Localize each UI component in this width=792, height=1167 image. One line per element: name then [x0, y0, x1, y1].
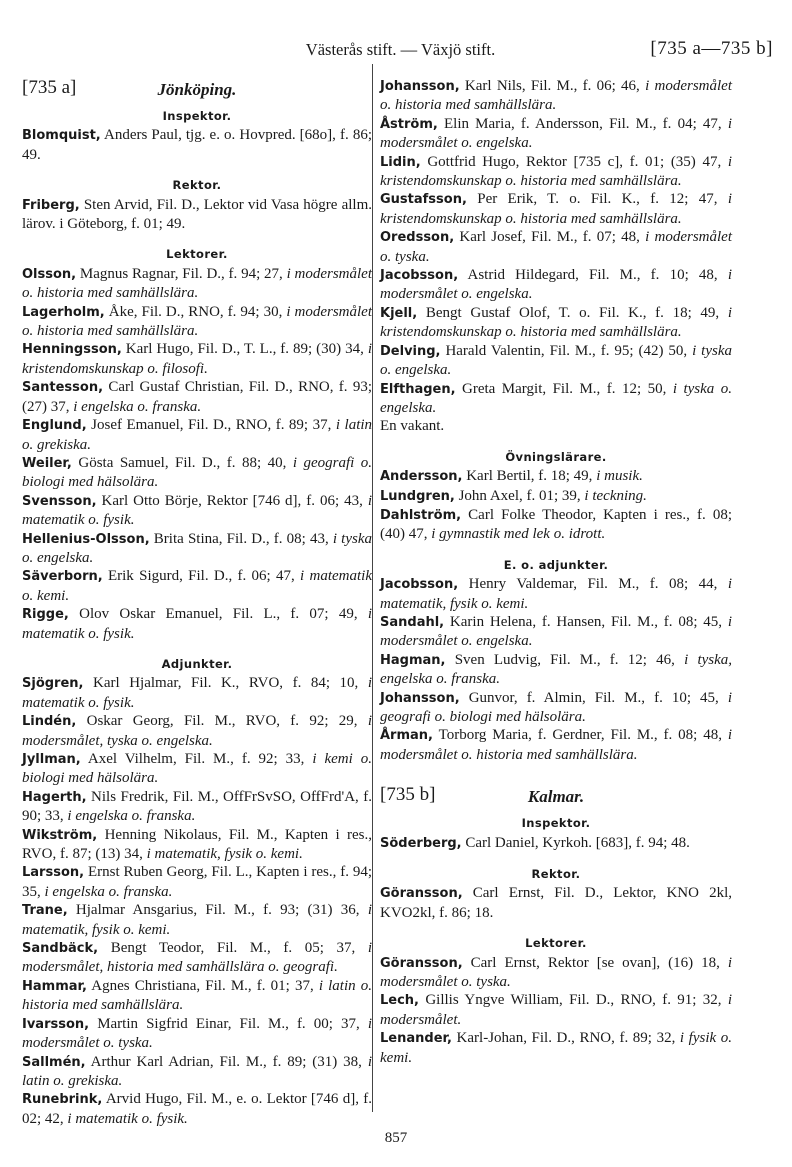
- staff-name: Andersson,: [380, 469, 463, 485]
- staff-name: Friberg,: [22, 197, 80, 213]
- staff-entry: [380, 991, 732, 1029]
- staff-name: Söderberg,: [380, 835, 462, 851]
- staff-details: Per Erik, T. o. Fil. K., f. 12; 47,: [477, 191, 718, 208]
- staff-details: Karl-Johan, Fil. D., RNO, f. 89; 32,: [456, 1030, 676, 1047]
- staff-details: Carl Gustaf Christian, Fil. D., RNO, f. 93; (27) 37,: [22, 379, 373, 415]
- section-heading-kalmar: [380, 786, 732, 812]
- section-title: Kalmar.: [527, 787, 585, 807]
- staff-name: Englund,: [22, 418, 87, 434]
- staff-details: Henry Valdemar, Fil. M., f. 08; 44,: [468, 576, 718, 593]
- staff-entry: [22, 605, 372, 643]
- staff-entry: [22, 126, 372, 164]
- section-title: Jönköping.: [157, 80, 237, 99]
- rank-heading: Inspektor.: [521, 816, 591, 831]
- staff-details: Åke, Fil. D., RNO, f. 94; 30,: [108, 303, 283, 320]
- section-heading-jonkoping: [22, 79, 372, 105]
- staff-entry: [22, 977, 372, 1015]
- staff-details: Karl Bertil, f. 18; 49,: [466, 468, 593, 485]
- staff-subjects: i matematik o. kemi.: [22, 568, 372, 604]
- staff-details: Harald Valentin, Fil. M., f. 95; (42) 50,: [445, 342, 688, 359]
- staff-entry: [22, 454, 372, 492]
- staff-entry: [22, 416, 372, 454]
- rank-heading: Adjunkter.: [161, 656, 233, 671]
- staff-details: Magnus Ragnar, Fil. D., f. 94; 27,: [79, 265, 283, 282]
- staff-subjects: i modersmålet o. engelska.: [380, 267, 732, 303]
- staff-details: Karl Nils, Fil. M., f. 06; 46,: [464, 78, 640, 94]
- staff-name: Sjögren,: [22, 676, 84, 692]
- staff-name: Jacobsson,: [380, 268, 459, 284]
- staff-name: Lenander,: [380, 1031, 452, 1047]
- staff-name: Kjell,: [380, 305, 418, 321]
- staff-subjects: i modersmålet o. historia med samhällslära.: [22, 303, 373, 340]
- staff-name: Hammar,: [22, 978, 87, 994]
- staff-subjects: i geografi o. biologi med hälsolära.: [380, 689, 732, 725]
- staff-subjects: i modersmålet o. historia med samhällslära.: [380, 78, 732, 114]
- staff-entry: [22, 378, 372, 416]
- left-groups: [22, 107, 372, 1128]
- staff-name: Trane,: [22, 903, 68, 919]
- staff-name: Gustafsson,: [380, 192, 467, 208]
- staff-subjects: i kristendomskunskap o. filosofi.: [22, 341, 372, 377]
- column-divider: [372, 64, 373, 1112]
- staff-entry: [380, 342, 732, 380]
- staff-subjects: i engelska o. franska.: [73, 398, 202, 415]
- staff-entry: [22, 1090, 372, 1128]
- staff-details: Karl Hjalmar, Fil. K., RVO, f. 84; 10,: [93, 675, 359, 692]
- staff-subjects: i tyska o. engelska.: [22, 530, 372, 566]
- staff-subjects: i gymnastik med lek o. idrott.: [431, 526, 606, 543]
- rank-heading: Inspektor.: [162, 109, 232, 123]
- staff-details: Anders Paul, tjg. e. o. Hovpred. [68o], f. 86; 49.: [22, 127, 372, 163]
- staff-name: Svensson,: [22, 493, 97, 509]
- staff-name: Oredsson,: [380, 230, 455, 246]
- staff-entry: [380, 1029, 732, 1067]
- staff-subjects: i matematik, fysik o. kemi.: [146, 846, 303, 863]
- rank-heading: E. o. adjunkter.: [503, 557, 609, 572]
- rank-heading: Rektor.: [172, 178, 222, 193]
- staff-details: Carl Folke Theodor, Kapten i res., f. 08; (40) 47,: [380, 506, 732, 543]
- rank-heading: Rektor.: [531, 867, 581, 882]
- staff-entry: [380, 884, 732, 922]
- staff-details: Hjalmar Ansgarius, Fil. M., f. 93; (31) 36,: [75, 902, 360, 919]
- staff-details: Bengt Teodor, Fil. M., f. 05; 37,: [110, 940, 356, 957]
- staff-entry: [380, 380, 732, 418]
- staff-name: Göransson,: [380, 955, 463, 971]
- staff-name: Lech,: [380, 993, 419, 1009]
- section-ref: [735 a]: [22, 77, 77, 98]
- staff-entry: [22, 788, 372, 826]
- staff-entry: [22, 750, 372, 788]
- staff-name: Elfthagen,: [380, 381, 456, 397]
- staff-subjects: i modersmålet o. engelska.: [380, 115, 733, 152]
- staff-name: Årman,: [380, 728, 433, 744]
- staff-details: Astrid Hildegard, Fil. M., f. 10; 48,: [467, 267, 718, 284]
- right-column: [380, 77, 732, 1067]
- staff-entry: [380, 834, 732, 853]
- staff-name: Sandbäck,: [22, 941, 99, 957]
- staff-entry: [380, 115, 732, 153]
- staff-details: Arthur Karl Adrian, Fil. M., f. 89; (31) 38,: [90, 1053, 362, 1070]
- staff-name: Henningsson,: [22, 342, 122, 358]
- staff-details: Martin Sigfrid Einar, Fil. M., f. 00; 37,: [97, 1015, 360, 1032]
- staff-name: Säverborn,: [22, 569, 103, 585]
- staff-name: Lundgren,: [380, 488, 455, 504]
- staff-name: Dahlström,: [380, 507, 462, 523]
- staff-entry: [22, 567, 372, 605]
- staff-name: Göransson,: [380, 886, 463, 902]
- staff-details: Henning Nikolaus, Fil. M., Kapten i res., RVO, f. 87; (13) 34,: [22, 826, 373, 863]
- staff-subjects: i matematik, fysik o. kemi.: [22, 902, 372, 938]
- staff-details: Erik Sigurd, Fil. D., f. 06; 47,: [107, 568, 295, 585]
- staff-name: Jacobsson,: [380, 577, 459, 593]
- staff-details: Nils Fredrik, Fil. M., OffFrSvSO, OffFrd'A, f. 90; 33,: [22, 788, 372, 825]
- staff-entry: [22, 826, 372, 864]
- staff-subjects: i matematik o. fysik.: [22, 606, 373, 642]
- staff-subjects: i modersmålet o. historia med samhällslära.: [380, 727, 732, 763]
- staff-details: Arvid Hugo, Fil. M., e. o. Lektor [746 d], f. 02; 42,: [22, 1091, 372, 1127]
- staff-entry: [380, 726, 732, 764]
- staff-entry: [380, 689, 732, 727]
- staff-entry: [22, 340, 372, 378]
- staff-subjects: i latin o. historia med samhällslära.: [22, 977, 372, 1014]
- staff-subjects: i musik.: [596, 468, 643, 485]
- staff-subjects: i modersmålet o. engelska.: [380, 613, 732, 650]
- right-groups-a: [380, 448, 732, 765]
- staff-details: Sten Arvid, Fil. D., Lektor vid Vasa högre allm. lärov. i Göteborg, f. 01; 49.: [22, 196, 372, 233]
- staff-details: Olov Oskar Emanuel, Fil. L., f. 07; 49,: [79, 606, 358, 623]
- staff-entry: [22, 303, 372, 341]
- rank-heading: Övningslärare.: [505, 449, 607, 464]
- staff-subjects: i modersmålet o. tyska.: [22, 1015, 373, 1052]
- staff-subjects: i fysik o. kemi.: [380, 1030, 733, 1066]
- rank-heading: Lektorer.: [166, 247, 228, 262]
- staff-details: Agnes Christiana, Fil. M., f. 01; 37,: [91, 977, 314, 994]
- staff-entry: [22, 939, 372, 977]
- staff-name: Runebrink,: [22, 1092, 103, 1108]
- staff-subjects: i modersmålet.: [380, 992, 733, 1028]
- staff-name: Weiler,: [22, 455, 72, 471]
- staff-entry: [22, 530, 372, 568]
- staff-entry: [22, 901, 372, 939]
- staff-subjects: i modersmålet, tyska o. engelska.: [22, 713, 373, 749]
- staff-entry: [380, 266, 732, 304]
- staff-details: Greta Margit, Fil. M., f. 12; 50,: [462, 380, 667, 397]
- staff-subjects: i tyska o. engelska.: [380, 380, 732, 416]
- staff-subjects: i matematik o. fysik.: [22, 675, 373, 711]
- staff-entry: [380, 467, 732, 486]
- staff-name: Lindén,: [22, 714, 77, 730]
- staff-subjects: i latin o. grekiska.: [22, 1053, 372, 1089]
- staff-subjects: i teckning.: [584, 487, 647, 504]
- staff-name: Larsson,: [22, 865, 85, 881]
- running-title: Västerås stift. — Växjö stift.: [305, 40, 496, 59]
- page-range-ref: [735 a—735 b]: [650, 38, 773, 59]
- left-column: [22, 77, 372, 1128]
- staff-name: Blomquist,: [22, 128, 101, 144]
- staff-details: Karl Josef, Fil. M., f. 07; 48,: [459, 229, 640, 246]
- staff-entry: [380, 153, 732, 191]
- rank-heading: Lektorer.: [525, 936, 587, 951]
- staff-entry: [380, 954, 732, 992]
- staff-name: Delving,: [380, 343, 441, 359]
- staff-subjects: i matematik o. fysik.: [67, 1110, 188, 1127]
- staff-entry: [380, 506, 732, 544]
- staff-entry: [380, 190, 732, 228]
- staff-name: Sallmén,: [22, 1054, 86, 1070]
- staff-name: Hagerth,: [22, 789, 87, 805]
- continued-entries: [380, 77, 732, 417]
- staff-subjects: i geografi o. biologi med hälsolära.: [22, 454, 373, 491]
- staff-entry: [380, 77, 732, 115]
- right-groups-b: [380, 814, 732, 1067]
- staff-entry: [380, 228, 732, 266]
- staff-subjects: i tyska, engelska o. franska.: [380, 651, 733, 688]
- staff-details: Torborg Maria, f. Gerdner, Fil. M., f. 08; 48,: [438, 727, 722, 744]
- staff-name: Wikström,: [22, 827, 98, 843]
- page-number: 857: [384, 1130, 408, 1146]
- staff-name: Hagman,: [380, 652, 446, 668]
- staff-details: Elin Maria, f. Andersson, Fil. M., f. 04; 47,: [444, 115, 722, 132]
- staff-details: Ernst Ruben Georg, Fil. L., Kapten i res., f. 94; 35,: [22, 864, 373, 900]
- staff-name: Sandahl,: [380, 614, 445, 630]
- staff-name: Johansson,: [380, 690, 460, 706]
- staff-name: Åström,: [380, 116, 438, 132]
- staff-details: Carl Daniel, Kyrkoh. [683], f. 94; 48.: [465, 834, 690, 851]
- staff-subjects: i modersmålet o. historia med samhällslära.: [22, 265, 372, 302]
- staff-name: Santesson,: [22, 380, 104, 396]
- staff-entry: [22, 265, 372, 303]
- staff-entry: [22, 712, 372, 750]
- staff-subjects: i modersmålet o. tyska.: [380, 229, 732, 265]
- staff-details: Gillis Yngve William, Fil. D., RNO, f. 91; 32,: [425, 992, 722, 1009]
- section-ref: [735 b]: [380, 784, 436, 806]
- staff-details: Bengt Gustaf Olof, T. o. Fil. K., f. 18; 49,: [425, 304, 720, 321]
- staff-subjects: i kemi o. biologi med hälsolära.: [22, 751, 372, 787]
- staff-entry: [22, 1015, 372, 1053]
- staff-entry: [380, 487, 732, 506]
- staff-details: Oskar Georg, Fil. M., RVO, f. 92; 29,: [86, 713, 358, 730]
- staff-details: Sven Ludvig, Fil. M., f. 12; 46,: [454, 651, 675, 668]
- staff-subjects: i engelska o. franska.: [67, 808, 196, 825]
- staff-subjects: i latin o. grekiska.: [22, 417, 373, 453]
- staff-entry: [22, 196, 372, 234]
- staff-name: Rigge,: [22, 607, 69, 623]
- vacancy-note: En vakant.: [380, 418, 445, 435]
- staff-details: Karl Otto Börje, Rektor [746 d], f. 06; 43,: [101, 492, 363, 509]
- staff-details: Gottfrid Hugo, Rektor [735 c], f. 01; (35) 47,: [427, 153, 722, 170]
- staff-details: Karin Helena, f. Hansen, Fil. M., f. 08; 45,: [449, 613, 723, 630]
- staff-subjects: i tyska o. engelska.: [380, 342, 732, 379]
- staff-subjects: i kristendomskunskap o. historia med samhällslära.: [380, 304, 732, 341]
- staff-details: Axel Vilhelm, Fil. M., f. 92; 33,: [87, 751, 305, 767]
- staff-name: Ivarsson,: [22, 1016, 90, 1032]
- running-header: [28, 38, 773, 64]
- staff-details: Carl Ernst, Rektor [se ovan], (16) 18,: [470, 954, 720, 971]
- staff-entry: [380, 613, 732, 651]
- staff-name: Olsson,: [22, 266, 77, 282]
- staff-details: Brita Stina, Fil. D., f. 08; 43,: [153, 530, 329, 547]
- staff-name: Lidin,: [380, 154, 421, 170]
- staff-subjects: i engelska o. franska.: [44, 883, 173, 900]
- staff-details: Karl Hugo, Fil. D., T. L., f. 89; (30) 34,: [125, 341, 364, 358]
- staff-entry: [380, 575, 732, 613]
- staff-entry: [380, 651, 732, 689]
- staff-name: Hellenius-Olsson,: [22, 531, 150, 547]
- staff-details: John Axel, f. 01; 39,: [458, 487, 581, 504]
- staff-details: Carl Ernst, Fil. D., Lektor, KNO 2kl, KVO2kl, f. 86; 18.: [380, 885, 733, 921]
- staff-subjects: i matematik o. fysik.: [22, 492, 372, 529]
- staff-subjects: i modersmålet o. tyska.: [380, 954, 732, 991]
- staff-name: Lagerholm,: [22, 304, 105, 320]
- staff-entry: [22, 863, 372, 901]
- staff-subjects: i modersmålet, historia med samhällslära o. geografi.: [22, 940, 373, 976]
- staff-name: Johansson,: [380, 79, 460, 94]
- staff-details: Josef Emanuel, Fil. D., RNO, f. 89; 37,: [91, 417, 332, 434]
- staff-details: Gunvor, f. Almin, Fil. M., f. 10; 45,: [468, 689, 719, 706]
- staff-entry: [22, 1053, 372, 1091]
- staff-subjects: i kristendomskunskap o. historia med samhällslära.: [380, 153, 733, 190]
- staff-details: Gösta Samuel, Fil. D., f. 88; 40,: [78, 454, 287, 471]
- staff-entry: [22, 492, 372, 530]
- staff-entry: [22, 674, 372, 712]
- staff-subjects: i kristendomskunskap o. historia med samhällslära.: [380, 191, 733, 227]
- staff-subjects: i matematik, fysik o. kemi.: [380, 576, 733, 612]
- staff-entry: [380, 304, 732, 342]
- staff-name: Jyllman,: [22, 752, 81, 767]
